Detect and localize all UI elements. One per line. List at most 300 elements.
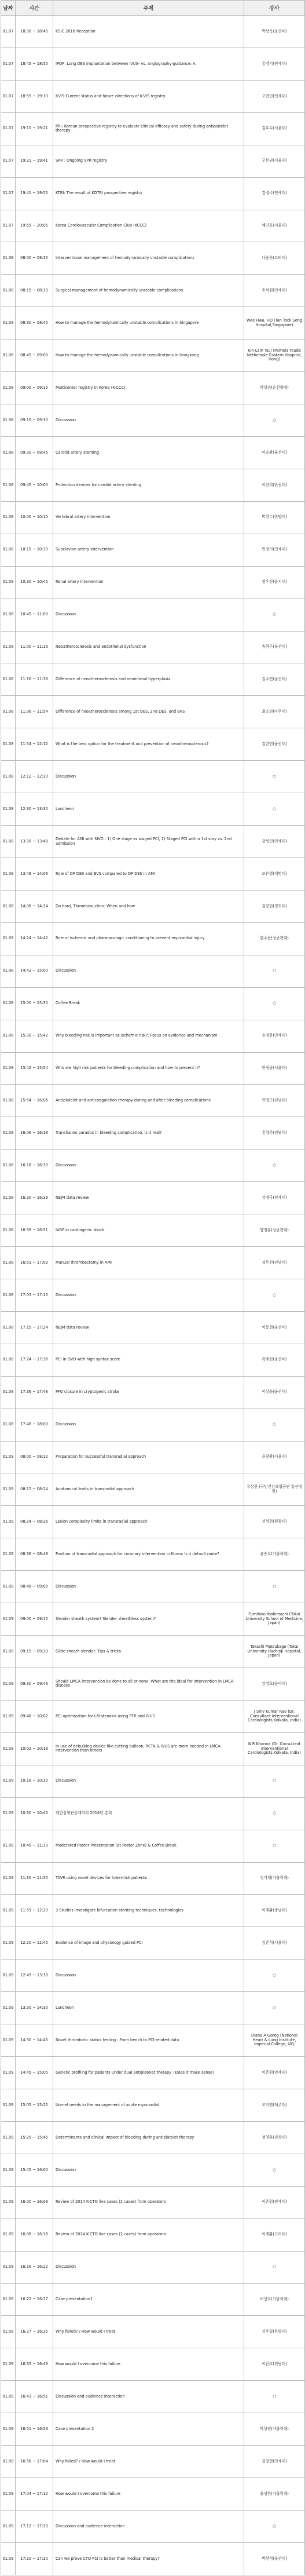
session-topic: Subclavian artery intervention bbox=[53, 534, 244, 566]
session-time: 09:30 ~ 09:46 bbox=[16, 1668, 53, 1701]
table-row bbox=[1, 404, 305, 437]
session-topic: PFO closure in cryptogenic stroke bbox=[53, 1376, 244, 1409]
table-row bbox=[1, 340, 305, 372]
session-date: 01.09 bbox=[1, 2283, 16, 2316]
session-speaker: Kin-Lam Tsui (Pamela Youde Nethersole Eastern Hospital, Hong) bbox=[244, 340, 305, 372]
session-topic: Should LMCA intervention be done to all or none: What are the ideal for intervention in LMCA disease bbox=[53, 1668, 244, 1701]
session-topic: Determinants and clinical impact of bleeding during antiplatelet therapy bbox=[53, 2121, 244, 2154]
session-topic: Antiplatelet and anticoagulation therapy during and after bleeding complications bbox=[53, 1085, 244, 1117]
session-speaker: ○ bbox=[244, 1409, 305, 1441]
session-time: 09:45 ~ 10:00 bbox=[16, 469, 53, 501]
table-row bbox=[1, 80, 305, 112]
session-speaker: Fumihiko Yoshimachi (Tokai University School of Medicine, Japan) bbox=[244, 1603, 305, 1636]
session-date: 01.09 bbox=[1, 2154, 16, 2186]
session-speaker: 홍영준(전남대) bbox=[244, 1117, 305, 1150]
session-topic: Discussion and audience interaction bbox=[53, 2381, 244, 2413]
table-row bbox=[1, 2219, 305, 2251]
session-date: 01.08 bbox=[1, 534, 16, 566]
session-topic: Unmet needs in the management of acute myocardial bbox=[53, 2089, 244, 2122]
session-speaker: 박현석(울산대) bbox=[244, 2542, 305, 2575]
session-topic: Preparation for successful transradial approach bbox=[53, 1441, 244, 1473]
session-speaker: 김우일(한양대) bbox=[244, 2316, 305, 2348]
session-topic: Protection devices for carotid artery stenting bbox=[53, 469, 244, 501]
session-date: 01.07 bbox=[1, 210, 16, 242]
session-date: 01.09 bbox=[1, 2251, 16, 2283]
session-speaker: 김효수(서울대) bbox=[244, 112, 305, 145]
session-speaker: 이완호(전남대) bbox=[244, 2348, 305, 2381]
table-row bbox=[1, 2348, 305, 2381]
session-date: 01.08 bbox=[1, 1311, 16, 1344]
session-speaker: 박상욱(울산대) bbox=[244, 16, 305, 48]
session-time: 17:03 ~ 17:15 bbox=[16, 1279, 53, 1311]
table-row bbox=[1, 469, 305, 501]
session-date: 01.08 bbox=[1, 955, 16, 987]
session-speaker: ○ bbox=[244, 404, 305, 437]
table-row bbox=[1, 761, 305, 793]
table-row bbox=[1, 1960, 305, 1992]
session-speaker: 이준원(연세대) bbox=[244, 2057, 305, 2089]
table-row bbox=[1, 1732, 305, 1765]
table-row bbox=[1, 663, 305, 696]
session-time: 12:30 ~ 13:30 bbox=[16, 793, 53, 826]
session-time: 13:48 ~ 14:06 bbox=[16, 858, 53, 890]
session-topic: Discussion bbox=[53, 1960, 244, 1992]
session-topic: Discussion bbox=[53, 1765, 244, 1797]
session-time: 08:00 ~ 08:15 bbox=[16, 242, 53, 275]
header-date: 날짜 bbox=[1, 1, 16, 16]
session-date: 01.09 bbox=[1, 2057, 16, 2089]
table-row bbox=[1, 1895, 305, 1927]
session-topic: Can we prove CTO PCI is better than medical therapy? bbox=[53, 2542, 244, 2575]
table-row bbox=[1, 599, 305, 631]
session-time: 14:06 ~ 14:24 bbox=[16, 890, 53, 922]
session-date: 01.08 bbox=[1, 858, 16, 890]
session-speaker: 한정규(서울대) bbox=[244, 1052, 305, 1085]
session-speaker: 이찬희(한림대) bbox=[244, 469, 305, 501]
session-date: 01.09 bbox=[1, 1538, 16, 1571]
table-row bbox=[1, 1279, 305, 1311]
session-topic: KVIS-Current status and future directions of K-VIS registry bbox=[53, 80, 244, 112]
session-topic: Renal artery intervention bbox=[53, 566, 244, 599]
session-speaker: 한주용(성균관대) bbox=[244, 922, 305, 955]
session-time: 19:21 ~ 19:41 bbox=[16, 145, 53, 177]
session-time: 16:08 ~ 16:16 bbox=[16, 2219, 53, 2251]
session-speaker: ○ bbox=[244, 1797, 305, 1830]
session-topic: How would I overcome this failure bbox=[53, 2348, 244, 2381]
session-date: 01.07 bbox=[1, 177, 16, 210]
session-topic: Discussion bbox=[53, 404, 244, 437]
session-time: 19:10 ~ 19:21 bbox=[16, 112, 53, 145]
session-date: 01.09 bbox=[1, 1506, 16, 1538]
session-date: 01.08 bbox=[1, 469, 16, 501]
table-row bbox=[1, 1214, 305, 1247]
session-topic: Discussion bbox=[53, 2251, 244, 2283]
table-row bbox=[1, 2413, 305, 2446]
session-topic: KSIC 2016 Reception bbox=[53, 16, 244, 48]
session-time: 17:12 ~ 17:20 bbox=[16, 2510, 53, 2542]
session-date: 01.07 bbox=[1, 48, 16, 80]
session-date: 01.09 bbox=[1, 2186, 16, 2219]
session-topic: How would I overcome this failure bbox=[53, 2478, 244, 2511]
table-row bbox=[1, 2186, 305, 2219]
session-date: 01.08 bbox=[1, 501, 16, 534]
session-topic: Why bleeding risk is important as ischemic risk?: Focus on evidence and mechanism bbox=[53, 1020, 244, 1052]
session-time: 18:30 ~ 18:45 bbox=[16, 16, 53, 48]
session-topic: Case presentation1 bbox=[53, 2283, 244, 2316]
session-speaker: 윤성한(가톨릭대) bbox=[244, 2478, 305, 2511]
session-date: 01.09 bbox=[1, 2316, 16, 2348]
session-time: 10:02 ~ 10:18 bbox=[16, 1732, 53, 1765]
session-time: 16:56 ~ 17:04 bbox=[16, 2446, 53, 2478]
session-speaker: ○ bbox=[244, 761, 305, 793]
session-date: 01.09 bbox=[1, 1862, 16, 1895]
session-date: 01.09 bbox=[1, 1992, 16, 2024]
table-row bbox=[1, 242, 305, 275]
session-speaker: ○ bbox=[244, 1830, 305, 1862]
table-row bbox=[1, 1927, 305, 1960]
session-time: 10:45 ~ 11:00 bbox=[16, 599, 53, 631]
session-time: 14:24 ~ 14:42 bbox=[16, 922, 53, 955]
session-speaker: 송석원(연세대) bbox=[244, 275, 305, 307]
table-row bbox=[1, 1085, 305, 1117]
session-date: 01.09 bbox=[1, 2348, 16, 2381]
session-speaker: ○ bbox=[244, 2381, 305, 2413]
session-time: 08:12 ~ 08:24 bbox=[16, 1473, 53, 1506]
session-time: 09:15 ~ 09:30 bbox=[16, 1636, 53, 1668]
session-speaker: 강성민(연세대) bbox=[244, 826, 305, 858]
session-date: 01.09 bbox=[1, 2024, 16, 2057]
session-date: 01.08 bbox=[1, 1020, 16, 1052]
table-row bbox=[1, 826, 305, 858]
session-time: 11:16 ~ 11:36 bbox=[16, 663, 53, 696]
session-time: 16:39 ~ 16:51 bbox=[16, 1214, 53, 1247]
session-date: 01.08 bbox=[1, 1117, 16, 1150]
session-time: 10:18 ~ 10:30 bbox=[16, 1765, 53, 1797]
session-time: 16:30 ~ 16:39 bbox=[16, 1182, 53, 1214]
table-row bbox=[1, 275, 305, 307]
session-date: 01.08 bbox=[1, 987, 16, 1020]
session-speaker: 김준석(서울대) bbox=[244, 1927, 305, 1960]
session-time: 10:15 ~ 10:30 bbox=[16, 534, 53, 566]
session-date: 01.08 bbox=[1, 922, 16, 955]
session-speaker: ○ bbox=[244, 2510, 305, 2542]
session-time: 14:45 ~ 15:05 bbox=[16, 2057, 53, 2089]
session-topic: Moderated Poster Presentation (at Poster Zone) & Coffee Break bbox=[53, 1830, 244, 1862]
session-time: 10:00 ~ 10:15 bbox=[16, 501, 53, 534]
table-row bbox=[1, 2121, 305, 2154]
table-row bbox=[1, 1506, 305, 1538]
session-date: 01.07 bbox=[1, 80, 16, 112]
session-topic: Vertebral artery intervention bbox=[53, 501, 244, 534]
session-speaker: ○ bbox=[244, 987, 305, 1020]
session-time: 16:06 ~ 16:18 bbox=[16, 1117, 53, 1150]
session-date: 01.08 bbox=[1, 242, 16, 275]
session-time: 16:51 ~ 16:56 bbox=[16, 2413, 53, 2446]
session-date: 01.09 bbox=[1, 1473, 16, 1506]
session-time: 15:25 ~ 15:45 bbox=[16, 2121, 53, 2154]
session-time: 13:30 ~ 13:48 bbox=[16, 826, 53, 858]
session-time: 13:30 ~ 14:30 bbox=[16, 1992, 53, 2024]
session-time: 09:30 ~ 09:45 bbox=[16, 436, 53, 469]
session-topic: Novel thrombotic status testing : From bench to PCI-related data bbox=[53, 2024, 244, 2057]
session-topic: Anatomical limits in transradial approach bbox=[53, 1473, 244, 1506]
session-date: 01.08 bbox=[1, 1214, 16, 1247]
session-date: 01.08 bbox=[1, 340, 16, 372]
session-speaker: 허성호(가톨릭대) bbox=[244, 2283, 305, 2316]
session-speaker: 심두선(전남대) bbox=[244, 1247, 305, 1279]
session-date: 01.08 bbox=[1, 631, 16, 663]
session-topic: Discussion bbox=[53, 1409, 244, 1441]
session-date: 01.08 bbox=[1, 728, 16, 761]
session-topic: Carotid artery stenting bbox=[53, 436, 244, 469]
session-time: 16:16 ~ 16:22 bbox=[16, 2251, 53, 2283]
session-topic: Review of 2014 K-CTO live cases (2 cases) from operators bbox=[53, 2186, 244, 2219]
session-time: 15:45 ~ 16:00 bbox=[16, 2154, 53, 2186]
session-date: 01.09 bbox=[1, 1895, 16, 1927]
table-row bbox=[1, 1636, 305, 1668]
session-date: 01.08 bbox=[1, 1085, 16, 1117]
header-speaker: 강사 bbox=[244, 1, 305, 16]
session-speaker: 홍명기(연세대) bbox=[244, 48, 305, 80]
session-date: 01.09 bbox=[1, 1668, 16, 1701]
session-topic: Surgical management of hemodynamically unstable complications bbox=[53, 275, 244, 307]
session-topic: Discussion and audience interaction bbox=[53, 2510, 244, 2542]
session-topic: Review of 2014 K-CTO live cases (2 cases) from operators bbox=[53, 2219, 244, 2251]
table-row bbox=[1, 1441, 305, 1473]
session-date: 01.08 bbox=[1, 793, 16, 826]
table-row bbox=[1, 372, 305, 404]
session-time: 17:15 ~ 17:24 bbox=[16, 1311, 53, 1344]
session-time: 12:20 ~ 12:45 bbox=[16, 1927, 53, 1960]
session-speaker: 송현근(울산대) bbox=[244, 631, 305, 663]
session-date: 01.07 bbox=[1, 16, 16, 48]
session-time: 16:00 ~ 16:08 bbox=[16, 2186, 53, 2219]
session-topic: Role of ischemic and pharmacologic conditioning to prevent myocardial injury bbox=[53, 922, 244, 955]
session-topic: Luncheon bbox=[53, 1992, 244, 2024]
session-date: 01.09 bbox=[1, 1927, 16, 1960]
schedule-header bbox=[1, 1, 305, 16]
session-time: 09:46 ~ 10:02 bbox=[16, 1700, 53, 1732]
session-topic: Discussion bbox=[53, 1150, 244, 1182]
session-speaker: ○ bbox=[244, 1150, 305, 1182]
session-topic: Transfusion paradox in bleeding complication, is it real? bbox=[53, 1117, 244, 1150]
session-topic: Case presentation 2 bbox=[53, 2413, 244, 2446]
table-row bbox=[1, 2154, 305, 2186]
session-time: 08:36 ~ 08:48 bbox=[16, 1538, 53, 1571]
session-topic: Discussion bbox=[53, 761, 244, 793]
session-speaker: 조지연(제주대) bbox=[244, 2089, 305, 2122]
session-speaker: 정기제(가톨릭대) bbox=[244, 1862, 305, 1895]
session-speaker: 김병주(연세대) bbox=[244, 177, 305, 210]
table-row bbox=[1, 1668, 305, 1701]
session-speaker: 김창현(연세대) bbox=[244, 2446, 305, 2478]
session-speaker: 김수연(울산대) bbox=[244, 663, 305, 696]
session-topic: Multicenter registry in Korea (K-CCC) bbox=[53, 372, 244, 404]
session-time: 11:30 ~ 11:55 bbox=[16, 1862, 53, 1895]
session-speaker: 고현민(연세대) bbox=[244, 80, 305, 112]
session-time: 11:54 ~ 12:12 bbox=[16, 728, 53, 761]
session-speaker: 박상권(순천향대) bbox=[244, 372, 305, 404]
session-topic: Manual thrombectomy in AMI bbox=[53, 1247, 244, 1279]
session-date: 01.09 bbox=[1, 2510, 16, 2542]
session-speaker: 민정기(연세대) bbox=[244, 534, 305, 566]
session-speaker: 양정훈(성균관대) bbox=[244, 1214, 305, 1247]
session-time: 08:45 ~ 09:00 bbox=[16, 340, 53, 372]
session-date: 01.07 bbox=[1, 145, 16, 177]
session-date: 01.09 bbox=[1, 1603, 16, 1636]
session-date: 01.08 bbox=[1, 1052, 16, 1085]
session-time: 08:24 ~ 08:36 bbox=[16, 1506, 53, 1538]
schedule-table bbox=[1, 0, 305, 2575]
table-row bbox=[1, 2542, 305, 2575]
table-row bbox=[1, 631, 305, 663]
session-date: 01.08 bbox=[1, 436, 16, 469]
session-speaker: 채인호(서울대) bbox=[244, 210, 305, 242]
session-time: 10:30 ~ 10:45 bbox=[16, 566, 53, 599]
session-topic: Role of DP DES and BVS compared to DP DES in AMI bbox=[53, 858, 244, 890]
session-topic: Lesion complexity limits in transradial approach bbox=[53, 1506, 244, 1538]
table-row bbox=[1, 177, 305, 210]
table-row bbox=[1, 2510, 305, 2542]
table-row bbox=[1, 1603, 305, 1636]
session-date: 01.09 bbox=[1, 2219, 16, 2251]
table-row bbox=[1, 1052, 305, 1085]
session-topic: Korea Cardiovascular Complication Club (KCCC) bbox=[53, 210, 244, 242]
session-topic: What is the best option for the treatment and prevention of neoatherosclerosis? bbox=[53, 728, 244, 761]
session-time: 17:20 ~ 17:30 bbox=[16, 2542, 53, 2575]
session-topic: IABP in cardiogenic shock bbox=[53, 1214, 244, 1247]
session-speaker: 이재환(고려대) bbox=[244, 2219, 305, 2251]
session-time: 14:42 ~ 15:00 bbox=[16, 955, 53, 987]
session-topic: Interventional management of hemodynamically unstable complications bbox=[53, 242, 244, 275]
table-row bbox=[1, 566, 305, 599]
session-topic: Debate for AMI with MVD : 1) One stage vs staged PCI, 2) Staged PCI within 1st stay vs. 2nd admission bbox=[53, 826, 244, 858]
session-date: 01.09 bbox=[1, 2089, 16, 2122]
session-date: 01.08 bbox=[1, 307, 16, 340]
session-speaker: 정우진(을지대) bbox=[244, 566, 305, 599]
session-topic: How to manage the hemodynamically unstable complications in Hongkong bbox=[53, 340, 244, 372]
session-speaker: Wee Hwa, HO (Tan Tock Seng Hospital,Singapore) bbox=[244, 307, 305, 340]
table-row bbox=[1, 2316, 305, 2348]
session-topic: PCI optimization for LM stenosis using FFR and IVUS bbox=[53, 1700, 244, 1732]
session-date: 01.09 bbox=[1, 1441, 16, 1473]
table-row bbox=[1, 1150, 305, 1182]
session-time: 14:30 ~ 14:45 bbox=[16, 2024, 53, 2057]
session-speaker: 이준원(연세대) bbox=[244, 2186, 305, 2219]
session-date: 01.09 bbox=[1, 1765, 16, 1797]
session-date: 01.08 bbox=[1, 1150, 16, 1182]
session-date: 01.09 bbox=[1, 2446, 16, 2478]
session-time: 17:24 ~ 17:36 bbox=[16, 1344, 53, 1376]
session-speaker: 정영훈(경상대) bbox=[244, 2121, 305, 2154]
session-time: 11:36 ~ 11:54 bbox=[16, 696, 53, 728]
table-row bbox=[1, 2251, 305, 2283]
session-speaker: 나승운(고려대) bbox=[244, 242, 305, 275]
session-date: 01.09 bbox=[1, 2413, 16, 2446]
table-row bbox=[1, 793, 305, 826]
session-topic: Do hard, Thrombosuction: When and how bbox=[53, 890, 244, 922]
session-time: 15:54 ~ 16:06 bbox=[16, 1085, 53, 1117]
table-row bbox=[1, 2381, 305, 2413]
session-speaker: ○ bbox=[244, 1960, 305, 1992]
table-row bbox=[1, 1765, 305, 1797]
table-row bbox=[1, 2057, 305, 2089]
session-speaker: 최소연(아주대) bbox=[244, 696, 305, 728]
session-topic: PRI: Korean prospective registry to evaluate clinical efficacy and safety during antiplatelet therapy bbox=[53, 112, 244, 145]
session-date: 01.09 bbox=[1, 1797, 16, 1830]
session-time: 16:18 ~ 16:30 bbox=[16, 1150, 53, 1182]
session-speaker: 이승환(울산대) bbox=[244, 436, 305, 469]
table-row bbox=[1, 1473, 305, 1506]
session-topic: Position of transradial approach for coronary intervention in Korea: Is it default route? bbox=[53, 1538, 244, 1571]
session-date: 01.09 bbox=[1, 2121, 16, 2154]
session-date: 01.08 bbox=[1, 696, 16, 728]
table-row bbox=[1, 1376, 305, 1409]
table-row bbox=[1, 501, 305, 534]
session-time: 12:12 ~ 12:30 bbox=[16, 761, 53, 793]
session-date: 01.08 bbox=[1, 1279, 16, 1311]
session-speaker: ○ bbox=[244, 1992, 305, 2024]
session-time: 17:04 ~ 17:12 bbox=[16, 2478, 53, 2511]
table-row bbox=[1, 2283, 305, 2316]
session-date: 01.09 bbox=[1, 2381, 16, 2413]
session-speaker: N R Khanna (Dr. Consultant Interventional Cardiologists,Kolkata, India) bbox=[244, 1732, 305, 1765]
session-time: 11:00 ~ 11:16 bbox=[16, 631, 53, 663]
session-speaker: 권성현(원광대) bbox=[244, 1506, 305, 1538]
session-speaker: ○ bbox=[244, 793, 305, 826]
session-speaker: 곽재진(울산대) bbox=[244, 1344, 305, 1376]
session-date: 01.09 bbox=[1, 1960, 16, 1992]
header-row bbox=[1, 1, 305, 16]
session-topic: Difference of neoatherosclerosis and neointimal hyperplasia bbox=[53, 663, 244, 696]
session-speaker: 유상현 (국민건강보험공단 일산병원) bbox=[244, 1473, 305, 1506]
session-topic: Discussion bbox=[53, 599, 244, 631]
table-row bbox=[1, 1247, 305, 1279]
session-topic: Discussion bbox=[53, 2154, 244, 2186]
session-topic: Who are high risk patients for bleeding complication and how to prevent it? bbox=[53, 1052, 244, 1085]
session-time: 18:55 ~ 19:10 bbox=[16, 80, 53, 112]
session-speaker: Takashi Matsukage (Tokai University Hachioji Hospital, Japan) bbox=[244, 1636, 305, 1668]
session-date: 01.08 bbox=[1, 372, 16, 404]
session-topic: Discussion bbox=[53, 955, 244, 987]
session-time: 12:45 ~ 13:30 bbox=[16, 1960, 53, 1992]
session-speaker: 구본권(서울대) bbox=[244, 145, 305, 177]
session-date: 01.09 bbox=[1, 2542, 16, 2575]
session-topic: Neoatherosclerosis and endothelial dysfunction bbox=[53, 631, 244, 663]
table-row bbox=[1, 145, 305, 177]
session-speaker: ○ bbox=[244, 1765, 305, 1797]
session-time: 18:45 ~ 18:55 bbox=[16, 48, 53, 80]
table-row bbox=[1, 922, 305, 955]
session-topic: Difference of neoatherosclerosis among 1st DES, 2nd DES, and BVS bbox=[53, 696, 244, 728]
session-topic: Luncheon bbox=[53, 793, 244, 826]
session-speaker: ○ bbox=[244, 955, 305, 987]
table-row bbox=[1, 890, 305, 922]
session-time: 17:36 ~ 17:48 bbox=[16, 1376, 53, 1409]
session-date: 01.07 bbox=[1, 112, 16, 145]
table-row bbox=[1, 1311, 305, 1344]
session-speaker: ○ bbox=[244, 1571, 305, 1603]
table-row bbox=[1, 2024, 305, 2057]
session-time: 11:55 ~ 12:20 bbox=[16, 1895, 53, 1927]
session-time: 10:30 ~ 10:45 bbox=[16, 1797, 53, 1830]
session-date: 01.08 bbox=[1, 890, 16, 922]
session-date: 01.08 bbox=[1, 1409, 16, 1441]
session-speaker: ○ bbox=[244, 2154, 305, 2186]
table-row bbox=[1, 1409, 305, 1441]
session-date: 01.09 bbox=[1, 1636, 16, 1668]
session-date: 01.09 bbox=[1, 1571, 16, 1603]
